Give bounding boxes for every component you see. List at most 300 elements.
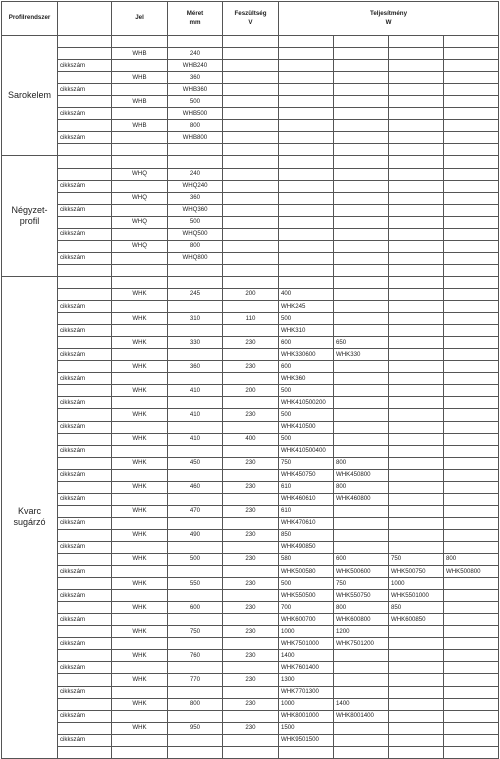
power-cell bbox=[389, 216, 444, 228]
power-cell bbox=[334, 120, 389, 132]
item-number-cell bbox=[168, 541, 223, 553]
item-number-label bbox=[58, 36, 112, 48]
power-cell: 800 bbox=[334, 602, 389, 614]
power-cell bbox=[279, 240, 334, 252]
power-item-number-cell bbox=[334, 686, 389, 698]
power-cell bbox=[444, 276, 499, 288]
header-row bbox=[2, 2, 499, 36]
power-item-number-cell: WHK490850 bbox=[279, 541, 334, 553]
power-cell bbox=[389, 457, 444, 469]
power-cell bbox=[279, 144, 334, 156]
symbol-cell bbox=[112, 84, 168, 96]
item-number-label bbox=[58, 698, 112, 710]
symbol-cell bbox=[112, 397, 168, 409]
power-item-number-cell bbox=[444, 373, 499, 385]
power-item-number-cell bbox=[334, 445, 389, 457]
power-item-number-cell bbox=[444, 252, 499, 264]
power-cell bbox=[279, 48, 334, 60]
item-number-label: cikkszám bbox=[58, 662, 112, 674]
power-item-number-cell bbox=[334, 301, 389, 313]
symbol-cell bbox=[112, 421, 168, 433]
item-number-label: cikkszám bbox=[58, 84, 112, 96]
symbol-cell: WHK bbox=[112, 554, 168, 566]
voltage-cell bbox=[223, 590, 279, 602]
symbol-cell: WHK bbox=[112, 337, 168, 349]
table-row bbox=[2, 216, 499, 228]
power-cell bbox=[334, 192, 389, 204]
power-cell bbox=[444, 337, 499, 349]
symbol-cell: WHK bbox=[112, 722, 168, 734]
symbol-cell bbox=[112, 264, 168, 276]
power-cell: 850 bbox=[389, 602, 444, 614]
symbol-cell bbox=[112, 156, 168, 168]
item-number-label: cikkszám bbox=[58, 325, 112, 337]
power-item-number-cell bbox=[444, 493, 499, 505]
item-number-label: cikkszám bbox=[58, 445, 112, 457]
power-cell bbox=[334, 505, 389, 517]
symbol-cell: WHQ bbox=[112, 216, 168, 228]
power-item-number-cell: WHK360 bbox=[279, 373, 334, 385]
power-item-number-cell bbox=[444, 108, 499, 120]
power-item-number-cell: WHK500600 bbox=[334, 566, 389, 578]
power-cell bbox=[444, 48, 499, 60]
power-item-number-cell: WHK450750 bbox=[279, 469, 334, 481]
power-item-number-cell: WHK410500200 bbox=[279, 397, 334, 409]
power-item-number-cell bbox=[389, 228, 444, 240]
item-number-label bbox=[58, 156, 112, 168]
item-number-row bbox=[2, 614, 499, 626]
voltage-cell: 230 bbox=[223, 457, 279, 469]
voltage-cell bbox=[223, 60, 279, 72]
symbol-cell bbox=[112, 325, 168, 337]
size-cell: 450 bbox=[168, 457, 223, 469]
power-item-number-cell bbox=[444, 469, 499, 481]
power-cell bbox=[334, 650, 389, 662]
power-cell bbox=[444, 602, 499, 614]
power-cell bbox=[389, 48, 444, 60]
symbol-cell bbox=[112, 541, 168, 553]
power-cell bbox=[279, 276, 334, 288]
power-item-number-cell bbox=[389, 517, 444, 529]
power-cell: 850 bbox=[279, 529, 334, 541]
item-number-row bbox=[2, 180, 499, 192]
power-cell bbox=[279, 120, 334, 132]
power-cell bbox=[334, 433, 389, 445]
voltage-cell bbox=[223, 108, 279, 120]
symbol-cell bbox=[112, 180, 168, 192]
table-row bbox=[2, 529, 499, 541]
power-cell: 600 bbox=[279, 337, 334, 349]
voltage-cell bbox=[223, 517, 279, 529]
power-item-number-cell: WHK410500400 bbox=[279, 445, 334, 457]
power-cell bbox=[389, 276, 444, 288]
item-number-label: cikkszám bbox=[58, 180, 112, 192]
power-cell bbox=[444, 120, 499, 132]
item-number-cell bbox=[168, 686, 223, 698]
power-cell bbox=[444, 409, 499, 421]
item-number-label bbox=[58, 529, 112, 541]
power-item-number-cell bbox=[389, 60, 444, 72]
table-row bbox=[2, 36, 499, 48]
power-cell bbox=[334, 156, 389, 168]
power-cell bbox=[279, 72, 334, 84]
size-cell: 245 bbox=[168, 288, 223, 300]
power-item-number-cell bbox=[334, 421, 389, 433]
power-item-number-cell bbox=[444, 541, 499, 553]
power-item-number-cell bbox=[389, 541, 444, 553]
power-cell bbox=[444, 192, 499, 204]
item-number-label: cikkszám bbox=[58, 373, 112, 385]
voltage-cell bbox=[223, 541, 279, 553]
symbol-cell: WHQ bbox=[112, 240, 168, 252]
item-number-label: cikkszám bbox=[58, 132, 112, 144]
power-item-number-cell bbox=[334, 325, 389, 337]
power-cell: 500 bbox=[279, 385, 334, 397]
voltage-cell bbox=[223, 710, 279, 722]
voltage-cell bbox=[223, 120, 279, 132]
symbol-cell: WHK bbox=[112, 505, 168, 517]
power-item-number-cell bbox=[279, 84, 334, 96]
size-cell: 500 bbox=[168, 554, 223, 566]
power-cell: 1000 bbox=[279, 698, 334, 710]
profile-group-name: Sarokelem bbox=[2, 36, 58, 156]
size-cell: 470 bbox=[168, 505, 223, 517]
voltage-cell: 400 bbox=[223, 433, 279, 445]
power-item-number-cell: WHK7501200 bbox=[334, 638, 389, 650]
symbol-cell: WHK bbox=[112, 433, 168, 445]
voltage-cell: 110 bbox=[223, 313, 279, 325]
power-item-number-cell: WHK500750 bbox=[389, 566, 444, 578]
power-cell bbox=[444, 433, 499, 445]
power-cell bbox=[444, 481, 499, 493]
item-number-cell: WHB240 bbox=[168, 60, 223, 72]
power-cell bbox=[334, 240, 389, 252]
item-number-label bbox=[58, 240, 112, 252]
item-number-label: cikkszám bbox=[58, 566, 112, 578]
table-row bbox=[2, 505, 499, 517]
power-cell bbox=[389, 120, 444, 132]
symbol-cell bbox=[112, 566, 168, 578]
power-cell: 600 bbox=[334, 554, 389, 566]
voltage-cell bbox=[223, 397, 279, 409]
power-cell: 610 bbox=[279, 505, 334, 517]
power-item-number-cell bbox=[389, 349, 444, 361]
item-number-cell: WHB360 bbox=[168, 84, 223, 96]
item-number-row bbox=[2, 662, 499, 674]
power-cell: 500 bbox=[279, 578, 334, 590]
power-cell bbox=[334, 361, 389, 373]
table-row bbox=[2, 578, 499, 590]
power-cell bbox=[444, 96, 499, 108]
power-item-number-cell bbox=[389, 397, 444, 409]
item-number-row bbox=[2, 373, 499, 385]
power-item-number-cell bbox=[389, 373, 444, 385]
voltage-cell bbox=[223, 686, 279, 698]
symbol-cell: WHK bbox=[112, 288, 168, 300]
power-cell bbox=[334, 72, 389, 84]
symbol-cell: WHK bbox=[112, 626, 168, 638]
item-number-cell: WHQ800 bbox=[168, 252, 223, 264]
power-item-number-cell bbox=[389, 493, 444, 505]
voltage-cell bbox=[223, 72, 279, 84]
power-item-number-cell bbox=[444, 421, 499, 433]
item-number-label bbox=[58, 746, 112, 758]
power-item-number-cell: WHK500580 bbox=[279, 566, 334, 578]
power-cell bbox=[444, 313, 499, 325]
item-number-label: cikkszám bbox=[58, 638, 112, 650]
item-number-cell bbox=[168, 662, 223, 674]
power-item-number-cell bbox=[334, 180, 389, 192]
power-cell bbox=[389, 192, 444, 204]
power-item-number-cell bbox=[334, 108, 389, 120]
item-number-label bbox=[58, 72, 112, 84]
voltage-cell bbox=[223, 264, 279, 276]
item-number-cell bbox=[168, 566, 223, 578]
symbol-cell: WHK bbox=[112, 578, 168, 590]
power-cell bbox=[444, 264, 499, 276]
power-cell: 1000 bbox=[279, 626, 334, 638]
power-item-number-cell bbox=[444, 180, 499, 192]
voltage-cell: 230 bbox=[223, 626, 279, 638]
power-item-number-cell: WHK500800 bbox=[444, 566, 499, 578]
item-number-label bbox=[58, 481, 112, 493]
power-cell: 700 bbox=[279, 602, 334, 614]
power-cell: 750 bbox=[334, 578, 389, 590]
table-row bbox=[2, 120, 499, 132]
symbol-cell: WHB bbox=[112, 72, 168, 84]
header-profile: Profilrendszer bbox=[2, 2, 58, 36]
symbol-cell bbox=[112, 60, 168, 72]
power-cell bbox=[444, 240, 499, 252]
item-number-cell: WHB500 bbox=[168, 108, 223, 120]
symbol-cell bbox=[112, 204, 168, 216]
item-number-label bbox=[58, 722, 112, 734]
power-cell bbox=[334, 385, 389, 397]
item-number-cell bbox=[168, 638, 223, 650]
item-number-label: cikkszám bbox=[58, 349, 112, 361]
voltage-cell bbox=[223, 662, 279, 674]
item-number-label: cikkszám bbox=[58, 590, 112, 602]
header-size: Méret mm bbox=[168, 2, 223, 36]
power-cell bbox=[389, 240, 444, 252]
power-item-number-cell bbox=[389, 469, 444, 481]
symbol-cell bbox=[112, 373, 168, 385]
symbol-cell bbox=[112, 662, 168, 674]
item-number-cell bbox=[168, 517, 223, 529]
item-number-row bbox=[2, 710, 499, 722]
item-number-label: cikkszám bbox=[58, 517, 112, 529]
item-number-cell bbox=[168, 710, 223, 722]
power-item-number-cell: WHK8001000 bbox=[279, 710, 334, 722]
table-row bbox=[2, 650, 499, 662]
item-number-cell bbox=[168, 734, 223, 746]
power-cell bbox=[444, 168, 499, 180]
size-cell: 460 bbox=[168, 481, 223, 493]
power-cell bbox=[389, 722, 444, 734]
item-number-label: cikkszám bbox=[58, 541, 112, 553]
size-cell bbox=[168, 746, 223, 758]
table-row bbox=[2, 156, 499, 168]
power-item-number-cell: WHK450800 bbox=[334, 469, 389, 481]
table-row bbox=[2, 746, 499, 758]
power-item-number-cell bbox=[389, 662, 444, 674]
power-cell bbox=[334, 674, 389, 686]
item-number-cell bbox=[168, 421, 223, 433]
power-cell: 650 bbox=[334, 337, 389, 349]
power-cell: 1200 bbox=[334, 626, 389, 638]
power-item-number-cell bbox=[279, 60, 334, 72]
item-number-label bbox=[58, 505, 112, 517]
power-item-number-cell bbox=[444, 445, 499, 457]
item-number-label bbox=[58, 120, 112, 132]
power-item-number-cell bbox=[444, 710, 499, 722]
voltage-cell: 230 bbox=[223, 650, 279, 662]
size-cell: 770 bbox=[168, 674, 223, 686]
size-cell: 360 bbox=[168, 192, 223, 204]
power-item-number-cell: WHK330600 bbox=[279, 349, 334, 361]
item-number-label: cikkszám bbox=[58, 108, 112, 120]
table-row bbox=[2, 433, 499, 445]
symbol-cell bbox=[112, 144, 168, 156]
item-number-cell bbox=[168, 301, 223, 313]
voltage-cell bbox=[223, 156, 279, 168]
size-cell: 760 bbox=[168, 650, 223, 662]
item-number-label: cikkszám bbox=[58, 60, 112, 72]
power-item-number-cell bbox=[444, 325, 499, 337]
power-cell bbox=[444, 385, 499, 397]
size-cell: 950 bbox=[168, 722, 223, 734]
power-cell bbox=[334, 313, 389, 325]
power-cell: 500 bbox=[279, 313, 334, 325]
power-cell bbox=[334, 36, 389, 48]
table-row bbox=[2, 337, 499, 349]
size-cell bbox=[168, 36, 223, 48]
voltage-cell bbox=[223, 132, 279, 144]
power-cell bbox=[444, 36, 499, 48]
symbol-cell bbox=[112, 349, 168, 361]
power-cell bbox=[444, 698, 499, 710]
power-item-number-cell bbox=[279, 204, 334, 216]
voltage-cell: 230 bbox=[223, 505, 279, 517]
size-cell: 330 bbox=[168, 337, 223, 349]
symbol-cell: WHK bbox=[112, 409, 168, 421]
power-cell: 610 bbox=[279, 481, 334, 493]
size-cell: 240 bbox=[168, 48, 223, 60]
item-number-row bbox=[2, 445, 499, 457]
symbol-cell bbox=[112, 746, 168, 758]
voltage-cell bbox=[223, 614, 279, 626]
voltage-cell bbox=[223, 301, 279, 313]
power-cell: 1500 bbox=[279, 722, 334, 734]
power-cell bbox=[444, 722, 499, 734]
symbol-cell: WHB bbox=[112, 120, 168, 132]
item-number-label: cikkszám bbox=[58, 204, 112, 216]
symbol-cell: WHQ bbox=[112, 168, 168, 180]
item-number-label bbox=[58, 144, 112, 156]
item-number-row bbox=[2, 469, 499, 481]
power-item-number-cell bbox=[444, 349, 499, 361]
power-item-number-cell bbox=[334, 541, 389, 553]
item-number-label bbox=[58, 96, 112, 108]
item-number-label bbox=[58, 264, 112, 276]
symbol-cell: WHK bbox=[112, 674, 168, 686]
size-cell: 490 bbox=[168, 529, 223, 541]
item-number-row bbox=[2, 252, 499, 264]
item-number-label: cikkszám bbox=[58, 252, 112, 264]
power-item-number-cell bbox=[444, 662, 499, 674]
symbol-cell bbox=[112, 493, 168, 505]
size-cell: 360 bbox=[168, 361, 223, 373]
power-cell bbox=[444, 288, 499, 300]
power-cell bbox=[444, 674, 499, 686]
item-number-label: cikkszám bbox=[58, 228, 112, 240]
power-cell bbox=[389, 409, 444, 421]
power-item-number-cell bbox=[279, 252, 334, 264]
item-number-label bbox=[58, 433, 112, 445]
power-cell bbox=[334, 276, 389, 288]
power-item-number-cell bbox=[389, 421, 444, 433]
item-number-label bbox=[58, 385, 112, 397]
power-item-number-cell bbox=[334, 734, 389, 746]
item-number-row bbox=[2, 132, 499, 144]
spec-table bbox=[1, 1, 499, 759]
power-cell bbox=[389, 626, 444, 638]
power-cell bbox=[444, 144, 499, 156]
item-number-row bbox=[2, 566, 499, 578]
voltage-cell bbox=[223, 48, 279, 60]
table-row bbox=[2, 276, 499, 288]
power-cell: 800 bbox=[334, 481, 389, 493]
power-item-number-cell bbox=[389, 710, 444, 722]
symbol-cell: WHK bbox=[112, 481, 168, 493]
power-cell: 800 bbox=[334, 457, 389, 469]
item-number-row bbox=[2, 60, 499, 72]
power-cell bbox=[444, 529, 499, 541]
item-number-label bbox=[58, 168, 112, 180]
power-cell bbox=[389, 746, 444, 758]
power-item-number-cell bbox=[444, 397, 499, 409]
power-item-number-cell bbox=[389, 132, 444, 144]
power-cell bbox=[389, 674, 444, 686]
power-item-number-cell bbox=[334, 252, 389, 264]
item-number-row bbox=[2, 517, 499, 529]
table-row bbox=[2, 481, 499, 493]
table-row bbox=[2, 409, 499, 421]
voltage-cell: 230 bbox=[223, 722, 279, 734]
voltage-cell bbox=[223, 144, 279, 156]
header-symbol: Jel bbox=[112, 2, 168, 36]
symbol-cell bbox=[112, 734, 168, 746]
power-item-number-cell: WHK7501000 bbox=[279, 638, 334, 650]
item-number-cell bbox=[168, 445, 223, 457]
power-cell bbox=[389, 156, 444, 168]
item-number-label bbox=[58, 361, 112, 373]
voltage-cell bbox=[223, 204, 279, 216]
power-item-number-cell bbox=[444, 301, 499, 313]
item-number-row bbox=[2, 734, 499, 746]
item-number-row bbox=[2, 349, 499, 361]
symbol-cell bbox=[112, 132, 168, 144]
size-cell: 550 bbox=[168, 578, 223, 590]
item-number-cell: WHQ240 bbox=[168, 180, 223, 192]
table-row bbox=[2, 168, 499, 180]
power-cell bbox=[334, 722, 389, 734]
power-cell bbox=[444, 626, 499, 638]
symbol-cell: WHQ bbox=[112, 192, 168, 204]
size-cell: 310 bbox=[168, 313, 223, 325]
power-item-number-cell bbox=[334, 662, 389, 674]
item-number-label bbox=[58, 48, 112, 60]
